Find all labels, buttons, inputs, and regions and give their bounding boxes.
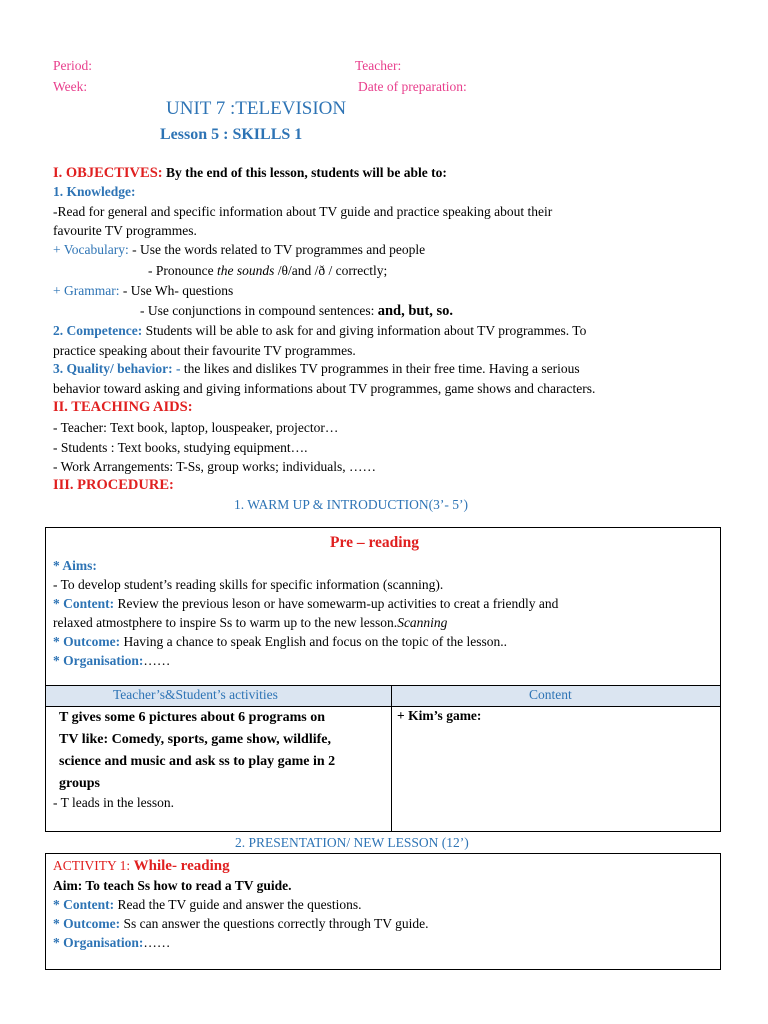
pre-content-line-2 [53, 613, 558, 632]
activities-column-header: Teacher’s&Student’s activities [113, 687, 278, 702]
grammar-line-1 [53, 281, 233, 300]
activity-1-organisation-text: …… [143, 935, 171, 950]
table-column-divider [391, 685, 392, 832]
grammar-text-1: - Use Wh- questions [119, 283, 234, 298]
pre-content-text-2a: relaxed atmostphere to inspire Ss to warm up to the new lesson. [53, 615, 398, 630]
pre-reading-title: Pre – reading [330, 534, 419, 551]
aims-label: * Aims: [53, 558, 97, 573]
activity-1-organisation-label: * Organisation: [53, 935, 144, 950]
pre-content-line-1 [53, 594, 558, 613]
teaching-aids-line-1: - Teacher: Text book, laptop, louspeaker, projector… [53, 420, 339, 435]
unit-title: UNIT 7 :TELEVISION [166, 98, 347, 119]
activity-line-5: - T leads in the lesson. [53, 795, 174, 810]
activity-1-aim: Aim: To teach Ss how to read a TV guide. [53, 878, 292, 893]
objectives-intro: By the end of this lesson, students will be able to: [165, 165, 447, 180]
knowledge-line-1: -Read for general and specific information about TV guide and practice speaking about their [53, 204, 553, 219]
activity-1-label: ACTIVITY 1: [53, 858, 131, 873]
activity-1-content-line [53, 895, 429, 914]
quality-text-1: the likes and dislikes TV programmes in their free time. Having a serious [180, 361, 580, 376]
teacher-activities-cell [59, 707, 335, 795]
activity-line-2: TV like: Comedy, sports, game show, wildlife, [59, 732, 331, 747]
quality-line-1 [53, 359, 580, 378]
pre-reading-box [45, 527, 721, 832]
activity-1-content-text: Read the TV guide and answer the questions. [114, 897, 362, 912]
quality-label: 3. Quality/ behavior: - [53, 361, 181, 376]
activity-1-title: While- reading [130, 858, 230, 874]
pre-organisation-label: * Organisation: [53, 653, 144, 668]
competence-line-2: practice speaking about their favourite TV programmes. [53, 343, 356, 358]
activity-line-3: science and music and ask ss to play game in 2 [59, 754, 336, 769]
activity-1-box [45, 853, 721, 970]
knowledge-line-2: favourite TV programmes. [53, 223, 197, 238]
vocabulary-line-2 [148, 261, 387, 280]
vocabulary-line-1 [53, 240, 425, 259]
week-label: Week: [53, 79, 88, 94]
activity-1-details [53, 856, 429, 952]
procedure-heading: III. PROCEDURE: [53, 477, 174, 493]
pre-content-text-1: Review the previous leson or have somewarm-up activities to creat a friendly and [114, 596, 559, 611]
activity-1-outcome-text: Ss can answer the questions correctly through TV guide. [120, 916, 429, 931]
vocabulary-text-2b: the sounds [216, 263, 275, 278]
aims-text: - To develop student’s reading skills for specific information (scanning). [53, 577, 444, 592]
content-column-header: Content [529, 687, 572, 702]
teaching-aids-line-3: - Work Arrangements: T-Ss, group works; individuals, …… [53, 459, 377, 474]
knowledge-heading: 1. Knowledge: [53, 184, 136, 199]
vocabulary-text-1: - Use the words related to TV programmes and people [128, 242, 426, 257]
teaching-aids-heading: II. TEACHING AIDS: [53, 399, 193, 415]
activity-1-outcome-label: * Outcome: [53, 916, 121, 931]
objectives-heading: I. OBJECTIVES: [53, 165, 163, 181]
warmup-section-title: 1. WARM UP & INTRODUCTION(3’- 5’) [234, 497, 468, 512]
vocabulary-text-2c: /θ/and /ð / correctly; [274, 263, 388, 278]
activity-1-organisation-line [53, 933, 429, 952]
activity-line-4: groups [59, 776, 100, 791]
competence-text-1: Students will be able to ask for and giving information about TV programmes. To [142, 323, 587, 338]
pre-reading-details [53, 556, 558, 670]
presentation-section-title: 2. PRESENTATION/ NEW LESSON (12’) [235, 835, 469, 850]
quality-line-2: behavior toward asking and giving informations about TV programmes, game shows and characters. [53, 381, 596, 396]
activity-1-title-line [53, 856, 429, 876]
teaching-aids-line-2: - Students : Text books, studying equipment…. [53, 440, 308, 455]
grammar-text-2b: and, but, so. [377, 303, 454, 319]
pre-content-text-2b: Scanning [397, 615, 448, 630]
pre-outcome-label: * Outcome: [53, 634, 121, 649]
activity-1-content-label: * Content: [53, 897, 115, 912]
activity-line-1: T gives some 6 pictures about 6 programs on [59, 710, 326, 725]
grammar-text-2a: - Use conjunctions in compound sentences: [140, 303, 378, 318]
vocabulary-label: + Vocabulary: [53, 242, 129, 257]
pre-outcome-text: Having a chance to speak English and focus on the topic of the lesson.. [120, 634, 508, 649]
objectives-heading-line [53, 163, 447, 183]
grammar-line-2 [140, 301, 453, 321]
pre-organisation-text: …… [143, 653, 171, 668]
date-of-preparation-label: Date of preparation: [358, 79, 467, 94]
pre-organisation-line [53, 651, 558, 670]
period-label: Period: [53, 58, 92, 73]
kims-game-label: + Kim’s game: [397, 708, 482, 723]
competence-label: 2. Competence: [53, 323, 143, 338]
teacher-label: Teacher: [355, 58, 402, 73]
activity-1-outcome-line [53, 914, 429, 933]
lesson-title: Lesson 5 : SKILLS 1 [160, 126, 303, 143]
vocabulary-text-2a: - Pronounce [148, 263, 217, 278]
competence-line-1 [53, 321, 586, 340]
pre-outcome-line [53, 632, 558, 651]
grammar-label: + Grammar: [53, 283, 120, 298]
pre-content-label: * Content: [53, 596, 115, 611]
